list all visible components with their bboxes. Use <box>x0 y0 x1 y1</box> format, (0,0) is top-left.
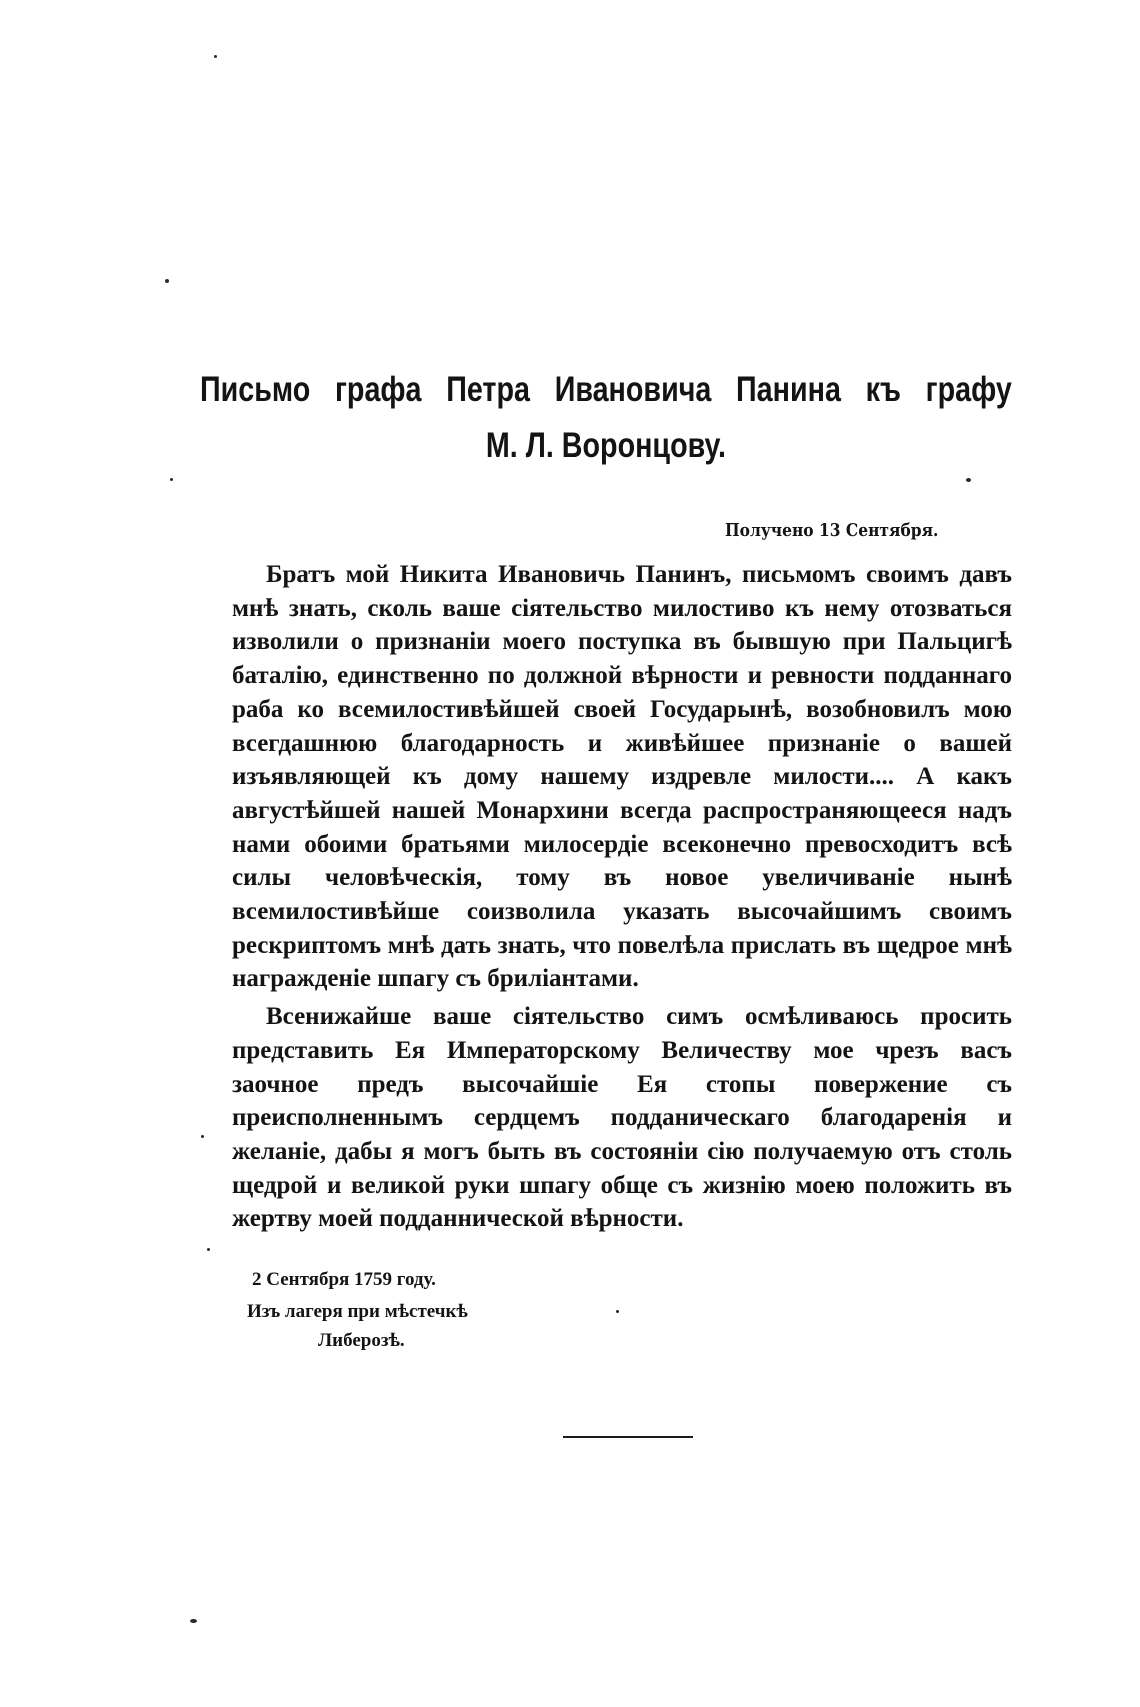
letter-body <box>232 558 1012 1236</box>
letter-place: Либерозѣ. <box>318 1330 405 1351</box>
paragraph-2: Всенижайше ваше сiятельство симъ осмѣливаюсь просить представить Ея Императорскому Величеству мое чрезъ васъ заочное предъ высочайшiе Ея стопы повержение съ преисполненнымъ сердцемъ подданическаго благодаренiя и желанiе, дабы я могъ быть въ состоянiи сiю получаемую отъ столь щедрой и великой руки шпагу обще съ жизнiю моею положить въ жертву моей подданнической вѣрности. <box>232 1003 1012 1233</box>
letter-camp-location: Изъ лагеря при мѣстечкѣ <box>247 1301 468 1322</box>
letter-date: 2 Сентября 1759 году. <box>252 1269 436 1290</box>
scan-speck <box>170 478 173 481</box>
scan-speck <box>207 1248 210 1251</box>
paragraph-1: Братъ мой Никита Ивановичь Панинъ, письмомъ своимъ давъ мнѣ знать, сколь ваше сiятельство милостиво къ нему отозваться изволили о признанiи моего поступка въ бывшую при Пальцигѣ баталiю, единственно по должной вѣрности и ревности подданнаго раба ко всемилостивѣйшей своей Государынѣ, возобновилъ мою всегдашнюю благодарность и живѣйшее признанiе о вашей изъявляющей къ дому нашему издревле милости.... А какъ августѣйшей нашей Монархини всегда распространяющееся надъ нами обоими братьями милосердiе всеконечно превосходитъ всѣ силы человѣческiя, тому въ новое увеличиванiе нынѣ всемилостивѣйше соизволила указать высочайшимъ своимъ рескриптомъ мнѣ дать знать, что повелѣла прислать въ щедрое мнѣ награжденiе шпагу съ брилiантами. <box>232 561 1012 993</box>
scan-speck <box>165 279 169 283</box>
scan-speck <box>966 478 971 482</box>
letter-title <box>200 362 1012 474</box>
received-note: Получено 13 Сентября. <box>725 520 939 541</box>
scan-speck <box>190 1619 197 1623</box>
scan-speck <box>616 1310 619 1313</box>
title-line-1: Письмо графа Петра Ивановича Панина къ графу <box>200 370 1012 409</box>
scan-speck <box>201 1135 204 1138</box>
scan-speck <box>214 55 217 58</box>
section-divider <box>563 1436 693 1438</box>
title-line-2: М. Л. Воронцову. <box>485 426 726 465</box>
